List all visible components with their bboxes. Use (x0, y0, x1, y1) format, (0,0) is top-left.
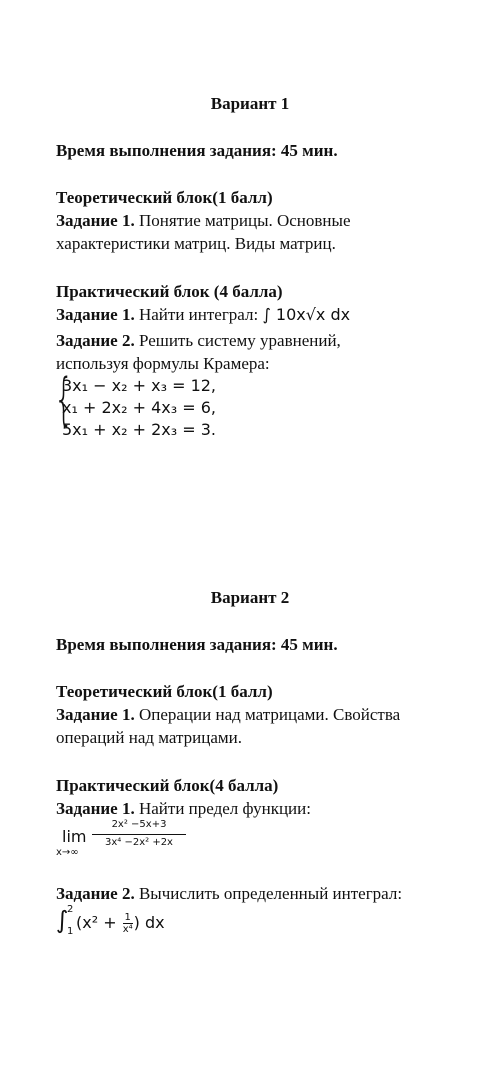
task-text: Вычислить определенный интеграл: (134, 884, 403, 903)
practice-task-1 (56, 799, 311, 819)
integrand-fraction (123, 912, 133, 935)
theory-task-cont: характеристики матриц. Виды матриц. (56, 234, 336, 253)
task-label: Задание 2. (56, 331, 135, 350)
equation: x₁ + 2x₂ + 4x₃ = 6, (62, 398, 217, 417)
brace-glyph: { (54, 367, 74, 432)
task-text: Найти интеграл: (134, 305, 263, 324)
time-limit: Время выполнения задания: 45 мин. (56, 141, 338, 160)
practice-task-2 (56, 884, 402, 904)
integrand-start: (x² + (76, 913, 122, 932)
variant-title: Вариант 2 (210, 588, 290, 607)
limit-numerator: 2x² −5x+3 (111, 819, 167, 830)
upper-limit: 2 (67, 904, 74, 915)
integral-formula: ∫ 10x√x dx (262, 305, 351, 324)
task-text: Понятие матрицы. Основные (134, 211, 351, 230)
lower-limit: 1 (67, 926, 74, 937)
practice-task-1 (56, 305, 350, 325)
integrand-end: ) dx (133, 913, 165, 932)
equation: 3x₁ − x₂ + x₃ = 12, (62, 376, 217, 395)
fraction-bar (92, 834, 186, 835)
theory-header: Теоретический блок(1 балл) (56, 682, 273, 701)
task-text: Найти предел функции: (134, 799, 311, 818)
theory-task (56, 211, 351, 231)
theory-header: Теоретический блок(1 балл) (56, 188, 273, 207)
task-label: Задание 1. (56, 705, 135, 724)
practice-task-2 (56, 331, 341, 351)
equation: 5x₁ + x₂ + 2x₃ = 3. (62, 420, 217, 439)
task-label: Задание 1. (56, 211, 135, 230)
practice-task-2-cont: используя формулы Крамера: (56, 354, 270, 373)
task-label: Задание 1. (56, 799, 135, 818)
fraction-numerator: 1 (124, 912, 131, 923)
task-label: Задание 1. (56, 305, 135, 324)
variant-title: Вариант 1 (210, 94, 290, 113)
task-label: Задание 2. (56, 884, 135, 903)
task-text: Операции над матрицами. Свойства (134, 705, 401, 724)
theory-task (56, 705, 400, 725)
practice-header: Практический блок (4 балла) (56, 282, 283, 301)
limit-subscript: x→∞ (56, 847, 79, 858)
theory-task-cont: операций над матрицами. (56, 728, 243, 747)
time-limit: Время выполнения задания: 45 мин. (56, 635, 338, 654)
integrand (76, 912, 165, 935)
limit-word: lim (62, 827, 87, 846)
practice-header: Практический блок(4 балла) (56, 776, 279, 795)
fraction-denominator: x⁴ (122, 924, 133, 935)
limit-denominator: 3x⁴ −2x² +2x (105, 837, 173, 848)
task-text: Решить систему уравнений, (134, 331, 341, 350)
integral-sign: ∫ (56, 906, 69, 934)
